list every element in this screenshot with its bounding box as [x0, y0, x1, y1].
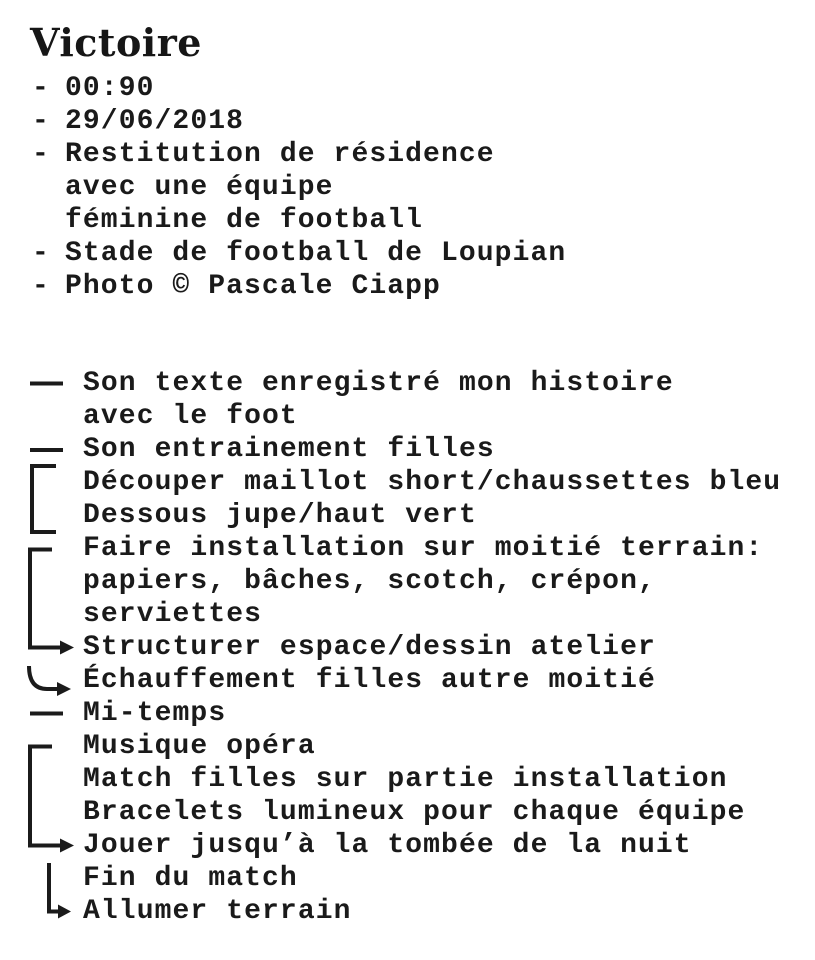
marker-slot	[30, 532, 83, 565]
text-line: Jouer jusqu’à la tombée de la nuit	[83, 830, 692, 861]
schedule-list	[30, 367, 781, 928]
hyphen-bullet-icon: -	[32, 139, 50, 170]
intro-item	[32, 105, 566, 138]
text-line: Fin du match	[83, 863, 298, 894]
schedule-item	[30, 433, 781, 466]
schedule-item	[30, 466, 781, 532]
text-line: papiers, bâches, scotch, crépon,	[83, 566, 656, 597]
text-line: 00:90	[65, 73, 155, 104]
marker-slot	[30, 466, 83, 499]
text-line: féminine de football	[65, 205, 424, 236]
hyphen-bullet-icon: -	[32, 73, 50, 104]
marker-slot	[30, 862, 83, 895]
schedule-item	[30, 367, 781, 433]
hyphen-bullet-icon: -	[32, 238, 50, 269]
text-line: Allumer terrain	[83, 896, 352, 927]
schedule-item	[30, 631, 781, 664]
text-line: Découper maillot short/chaussettes bleu	[83, 467, 782, 498]
schedule-item	[30, 895, 781, 928]
text-line: serviettes	[83, 599, 263, 630]
hyphen-bullet-icon: -	[32, 271, 50, 302]
text-line: Musique opéra	[83, 731, 316, 762]
text-line: Faire installation sur moitié terrain:	[83, 533, 764, 564]
schedule-item	[30, 829, 781, 862]
text-line: Restitution de résidence	[65, 139, 495, 170]
intro-item	[32, 72, 566, 105]
text-line: Son texte enregistré mon histoire	[83, 368, 674, 399]
marker-slot	[30, 631, 83, 664]
schedule-item	[30, 862, 781, 895]
marker-slot	[30, 433, 83, 466]
text-line: Photo © Pascale Ciapp	[65, 271, 441, 302]
marker-slot	[30, 895, 83, 928]
intro-list	[32, 72, 566, 303]
intro-item	[32, 270, 566, 303]
text-line: Dessous jupe/haut vert	[83, 500, 477, 531]
marker-slot	[30, 664, 83, 697]
schedule-item	[30, 730, 781, 829]
text-line: Bracelets lumineux pour chaque équipe	[83, 797, 746, 828]
schedule-item	[30, 532, 781, 631]
text-line: 29/06/2018	[65, 106, 245, 137]
text-line: Structurer espace/dessin atelier	[83, 632, 656, 663]
schedule-item	[30, 664, 781, 697]
marker-slot	[30, 730, 83, 763]
text-line: Stade de football de Loupian	[65, 238, 567, 269]
text-line: Mi-temps	[83, 698, 227, 729]
text-line: Match filles sur partie installation	[83, 764, 728, 795]
text-line: Échauffement filles autre moitié	[83, 665, 656, 696]
text-line: Son entrainement filles	[83, 434, 495, 465]
hyphen-bullet-icon: -	[32, 106, 50, 137]
marker-slot	[30, 697, 83, 730]
marker-slot	[30, 829, 83, 862]
intro-item	[32, 138, 566, 237]
text-line: avec une équipe	[65, 172, 334, 203]
marker-slot	[30, 367, 83, 400]
page-title: Victoire	[30, 20, 202, 65]
schedule-item	[30, 697, 781, 730]
intro-item	[32, 237, 566, 270]
text-line: avec le foot	[83, 401, 298, 432]
